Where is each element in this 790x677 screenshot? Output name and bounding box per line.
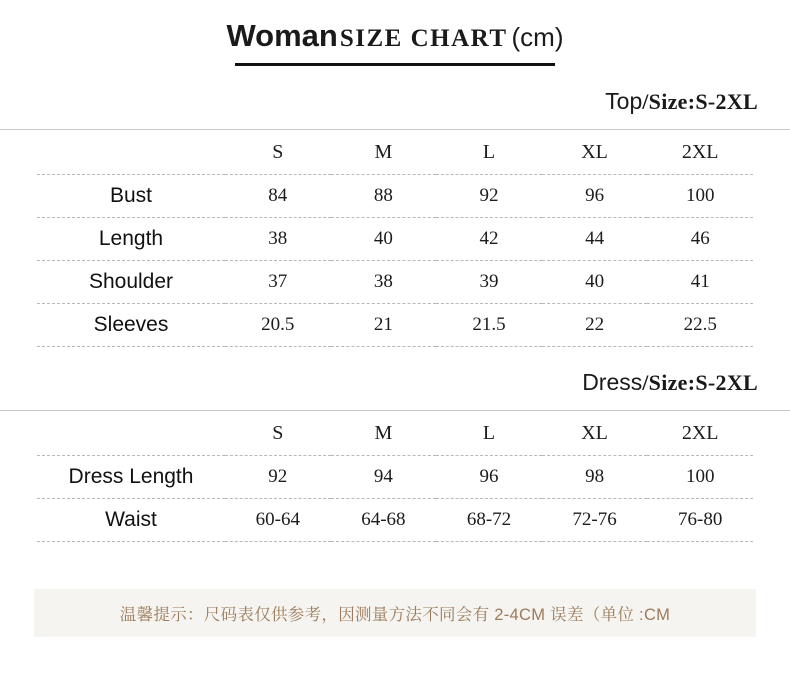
cell-sleeves-s: 20.5 [225, 304, 331, 347]
page-title [0, 0, 790, 66]
col-header-s: S [225, 411, 331, 456]
table-corner-cell [37, 411, 225, 456]
section-name-top: Top [605, 88, 643, 114]
cell-dress-length-m: 94 [331, 456, 437, 499]
section-size-dress: /Size:S-2XL [642, 370, 758, 395]
cell-shoulder-l: 39 [436, 261, 542, 304]
cell-shoulder-xl: 40 [542, 261, 648, 304]
cell-bust-xl: 96 [542, 175, 648, 218]
row-label-waist: Waist [37, 499, 225, 542]
col-header-m: M [331, 411, 437, 456]
table-header-row [37, 130, 753, 175]
col-header-l: L [436, 411, 542, 456]
col-header-2xl: 2XL [647, 411, 753, 456]
section-header-top [0, 88, 790, 115]
cell-dress-length-l: 96 [436, 456, 542, 499]
col-header-xl: XL [542, 411, 648, 456]
table-row [37, 304, 753, 347]
cell-length-2xl: 46 [647, 218, 753, 261]
cell-bust-l: 92 [436, 175, 542, 218]
table-row [37, 218, 753, 261]
cell-waist-xl: 72-76 [542, 499, 648, 542]
cell-length-l: 42 [436, 218, 542, 261]
cell-shoulder-m: 38 [331, 261, 437, 304]
col-header-m: M [331, 130, 437, 175]
title-main: Woman [226, 18, 338, 53]
cell-length-s: 38 [225, 218, 331, 261]
cell-sleeves-2xl: 22.5 [647, 304, 753, 347]
note-banner [34, 589, 756, 637]
col-header-s: S [225, 130, 331, 175]
title-line [226, 18, 563, 54]
section-name-dress: Dress [582, 369, 643, 395]
cell-sleeves-l: 21.5 [436, 304, 542, 347]
dress-size-table [37, 411, 753, 542]
cell-shoulder-s: 37 [225, 261, 331, 304]
top-size-table [37, 130, 753, 347]
cell-waist-s: 60-64 [225, 499, 331, 542]
col-header-l: L [436, 130, 542, 175]
cell-sleeves-xl: 22 [542, 304, 648, 347]
row-label-sleeves: Sleeves [37, 304, 225, 347]
cell-length-xl: 44 [542, 218, 648, 261]
section-size-top: /Size:S-2XL [642, 89, 758, 114]
title-unit: (cm) [511, 22, 564, 52]
table-row [37, 261, 753, 304]
cell-dress-length-xl: 98 [542, 456, 648, 499]
table-header-row [37, 411, 753, 456]
cell-bust-m: 88 [331, 175, 437, 218]
title-sub: SIZE CHART [339, 25, 508, 52]
cell-length-m: 40 [331, 218, 437, 261]
cell-shoulder-2xl: 41 [647, 261, 753, 304]
table-row [37, 499, 753, 542]
table-corner-cell [37, 130, 225, 175]
cell-sleeves-m: 21 [331, 304, 437, 347]
table-row [37, 456, 753, 499]
cell-dress-length-2xl: 100 [647, 456, 753, 499]
cell-bust-s: 84 [225, 175, 331, 218]
row-label-bust: Bust [37, 175, 225, 218]
table-row [37, 175, 753, 218]
cell-bust-2xl: 100 [647, 175, 753, 218]
col-header-2xl: 2XL [647, 130, 753, 175]
row-label-shoulder: Shoulder [37, 261, 225, 304]
row-label-dress-length: Dress Length [37, 456, 225, 499]
note-text: 温馨提示：尺码表仅供参考，因测量方法不同会有 2-4CM 误差（单位 :CM [119, 606, 671, 624]
cell-dress-length-s: 92 [225, 456, 331, 499]
cell-waist-l: 68-72 [436, 499, 542, 542]
cell-waist-m: 64-68 [331, 499, 437, 542]
section-header-dress [0, 369, 790, 396]
cell-waist-2xl: 76-80 [647, 499, 753, 542]
col-header-xl: XL [542, 130, 648, 175]
row-label-length: Length [37, 218, 225, 261]
